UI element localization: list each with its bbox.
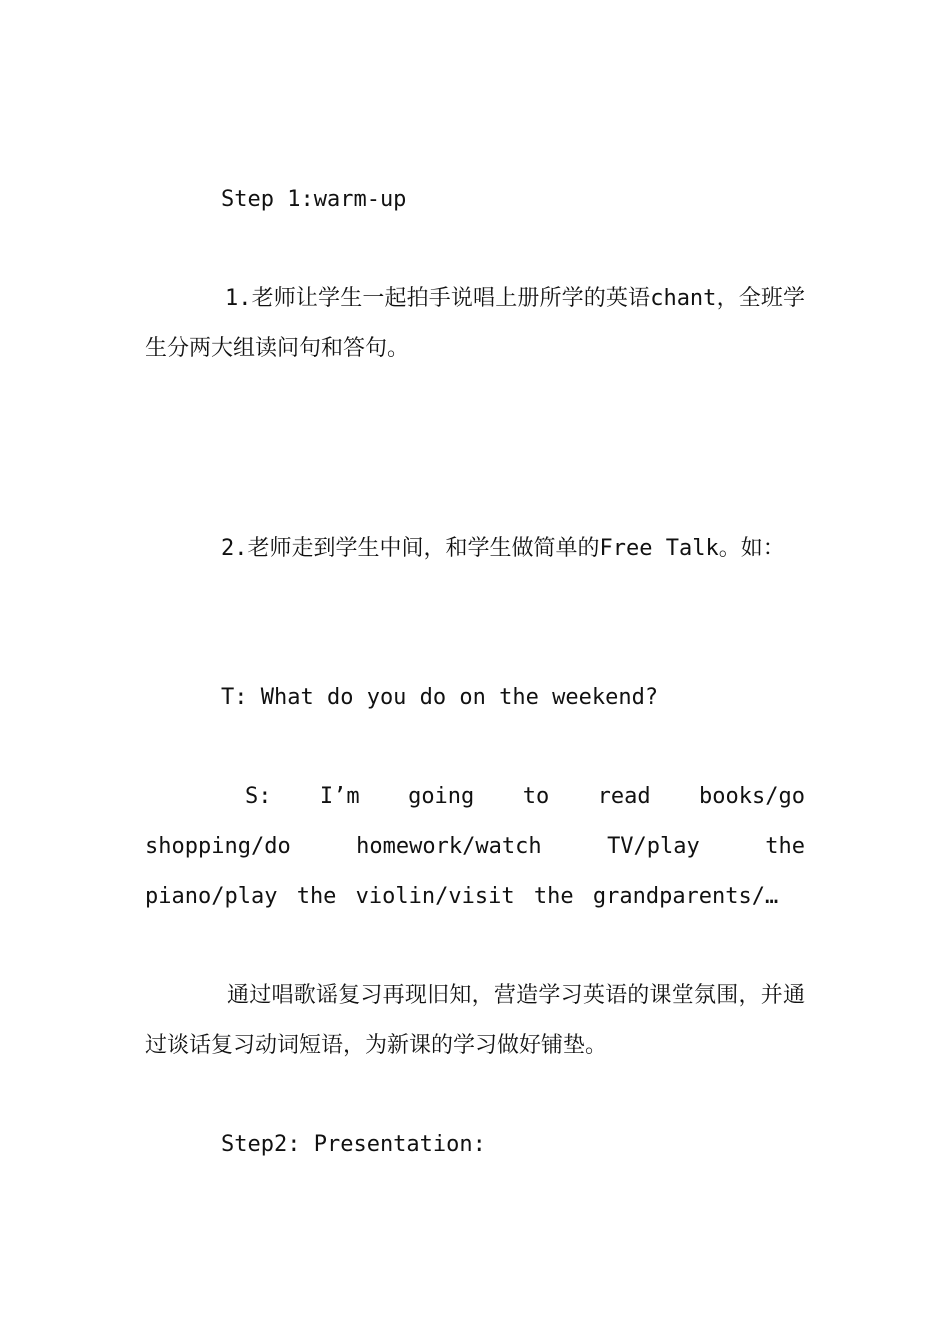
purpose-paragraph: 通过唱歌谣复习再现旧知，营造学习英语的课堂氛围，并通过谈话复习动词短语，为新课的学习做好铺垫。 <box>145 983 805 1058</box>
warmup-item-2: 2.老师走到学生中间，和学生做简单的Free Talk。如： <box>221 536 785 561</box>
step1-heading: Step 1:warm-up <box>221 187 407 212</box>
warmup-item-1: 1.老师让学生一起拍手说唱上册所学的英语chant，全班学生分两大组读问句和答句。 <box>145 286 805 361</box>
student-dialogue-line: S: I’m going to read books/go shopping/do homework/watch TV/play the piano/play the violin/visit the grandparents/… <box>145 784 805 909</box>
teacher-dialogue-line: T: What do you do on the weekend? <box>221 685 659 710</box>
step2-heading: Step2: Presentation: <box>221 1132 486 1157</box>
